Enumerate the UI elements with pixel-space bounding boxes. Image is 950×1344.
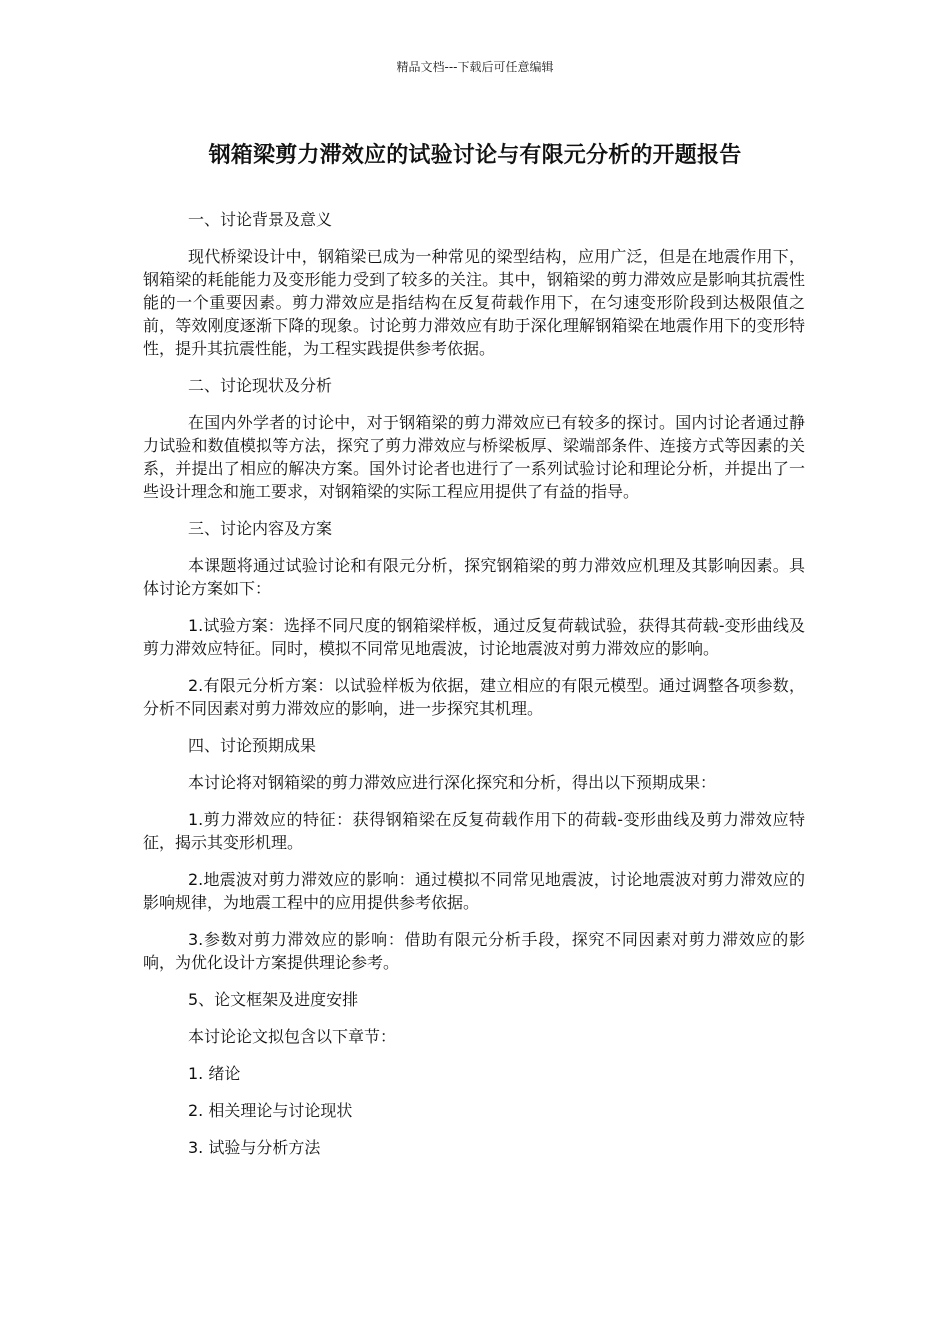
paragraph-status: 在国内外学者的讨论中，对于钢箱梁的剪力滞效应已有较多的探讨。国内讨论者通过静力试验和数值模拟等方法，探究了剪力滞效应与桥梁板厚、梁端部条件、连接方式等因素的关系，并提出了相应的解决方案。国外讨论者也进行了一系列试验讨论和理论分析，并提出了一些设计理念和施工要求，对钢箱梁的实际工程应用提供了有益的指导。: [143, 413, 805, 501]
paragraph-fem-plan: 2.有限元分析方案：以试验样板为依据，建立相应的有限元模型。通过调整各项参数，分析不同因素对剪力滞效应的影响，进一步探究其机理。: [143, 676, 805, 718]
chapter-list-item: 3. 试验与分析方法: [188, 1138, 321, 1157]
paragraph-test-plan: 1.试验方案：选择不同尺度的钢箱梁样板，通过反复荷载试验，获得其荷载-变形曲线及剪力滞效应特征。同时，模拟不同常见地震波，讨论地震波对剪力滞效应的影响。: [143, 616, 805, 658]
section-heading-framework: 5、论文框架及进度安排: [188, 990, 359, 1009]
section-heading-content: 三、讨论内容及方案: [188, 519, 333, 538]
paragraph-outcomes-intro: 本讨论将对钢箱梁的剪力滞效应进行深化探究和分析，得出以下预期成果：: [188, 773, 717, 792]
document-title: 钢箱梁剪力滞效应的试验讨论与有限元分析的开题报告: [208, 143, 742, 168]
header-note: 精品文档---下载后可任意编辑: [396, 60, 554, 74]
chapter-list-item: 1. 绪论: [188, 1064, 241, 1083]
section-heading-background: 一、讨论背景及意义: [188, 210, 333, 229]
paragraph-outcome-3: 3.参数对剪力滞效应的影响：借助有限元分析手段，探究不同因素对剪力滞效应的影响，为优化设计方案提供理论参考。: [143, 930, 805, 972]
section-heading-status: 二、讨论现状及分析: [188, 376, 333, 395]
paragraph-outcome-1: 1.剪力滞效应的特征：获得钢箱梁在反复荷载作用下的荷载-变形曲线及剪力滞效应特征，揭示其变形机理。: [143, 810, 805, 852]
paragraph-outcome-2: 2.地震波对剪力滞效应的影响：通过模拟不同常见地震波，讨论地震波对剪力滞效应的影响规律，为地震工程中的应用提供参考依据。: [143, 870, 805, 912]
document-body: [143, 208, 805, 1173]
paragraph-background: 现代桥梁设计中，钢箱梁已成为一种常见的梁型结构，应用广泛，但是在地震作用下，钢箱梁的耗能能力及变形能力受到了较多的关注。其中，钢箱梁的剪力滞效应是影响其抗震性能的一个重要因素。剪力滞效应是指结构在反复荷载作用下，在匀速变形阶段到达极限值之前，等效刚度逐渐下降的现象。讨论剪力滞效应有助于深化理解钢箱梁在地震作用下的变形特性，提升其抗震性能，为工程实践提供参考依据。: [143, 247, 805, 358]
paragraph-content-intro: 本课题将通过试验讨论和有限元分析，探究钢箱梁的剪力滞效应机理及其影响因素。具体讨论方案如下：: [143, 556, 805, 598]
paragraph-framework-intro: 本讨论论文拟包含以下章节：: [188, 1027, 397, 1046]
chapter-list-item: 2. 相关理论与讨论现状: [188, 1101, 353, 1120]
section-heading-outcomes: 四、讨论预期成果: [188, 736, 317, 755]
